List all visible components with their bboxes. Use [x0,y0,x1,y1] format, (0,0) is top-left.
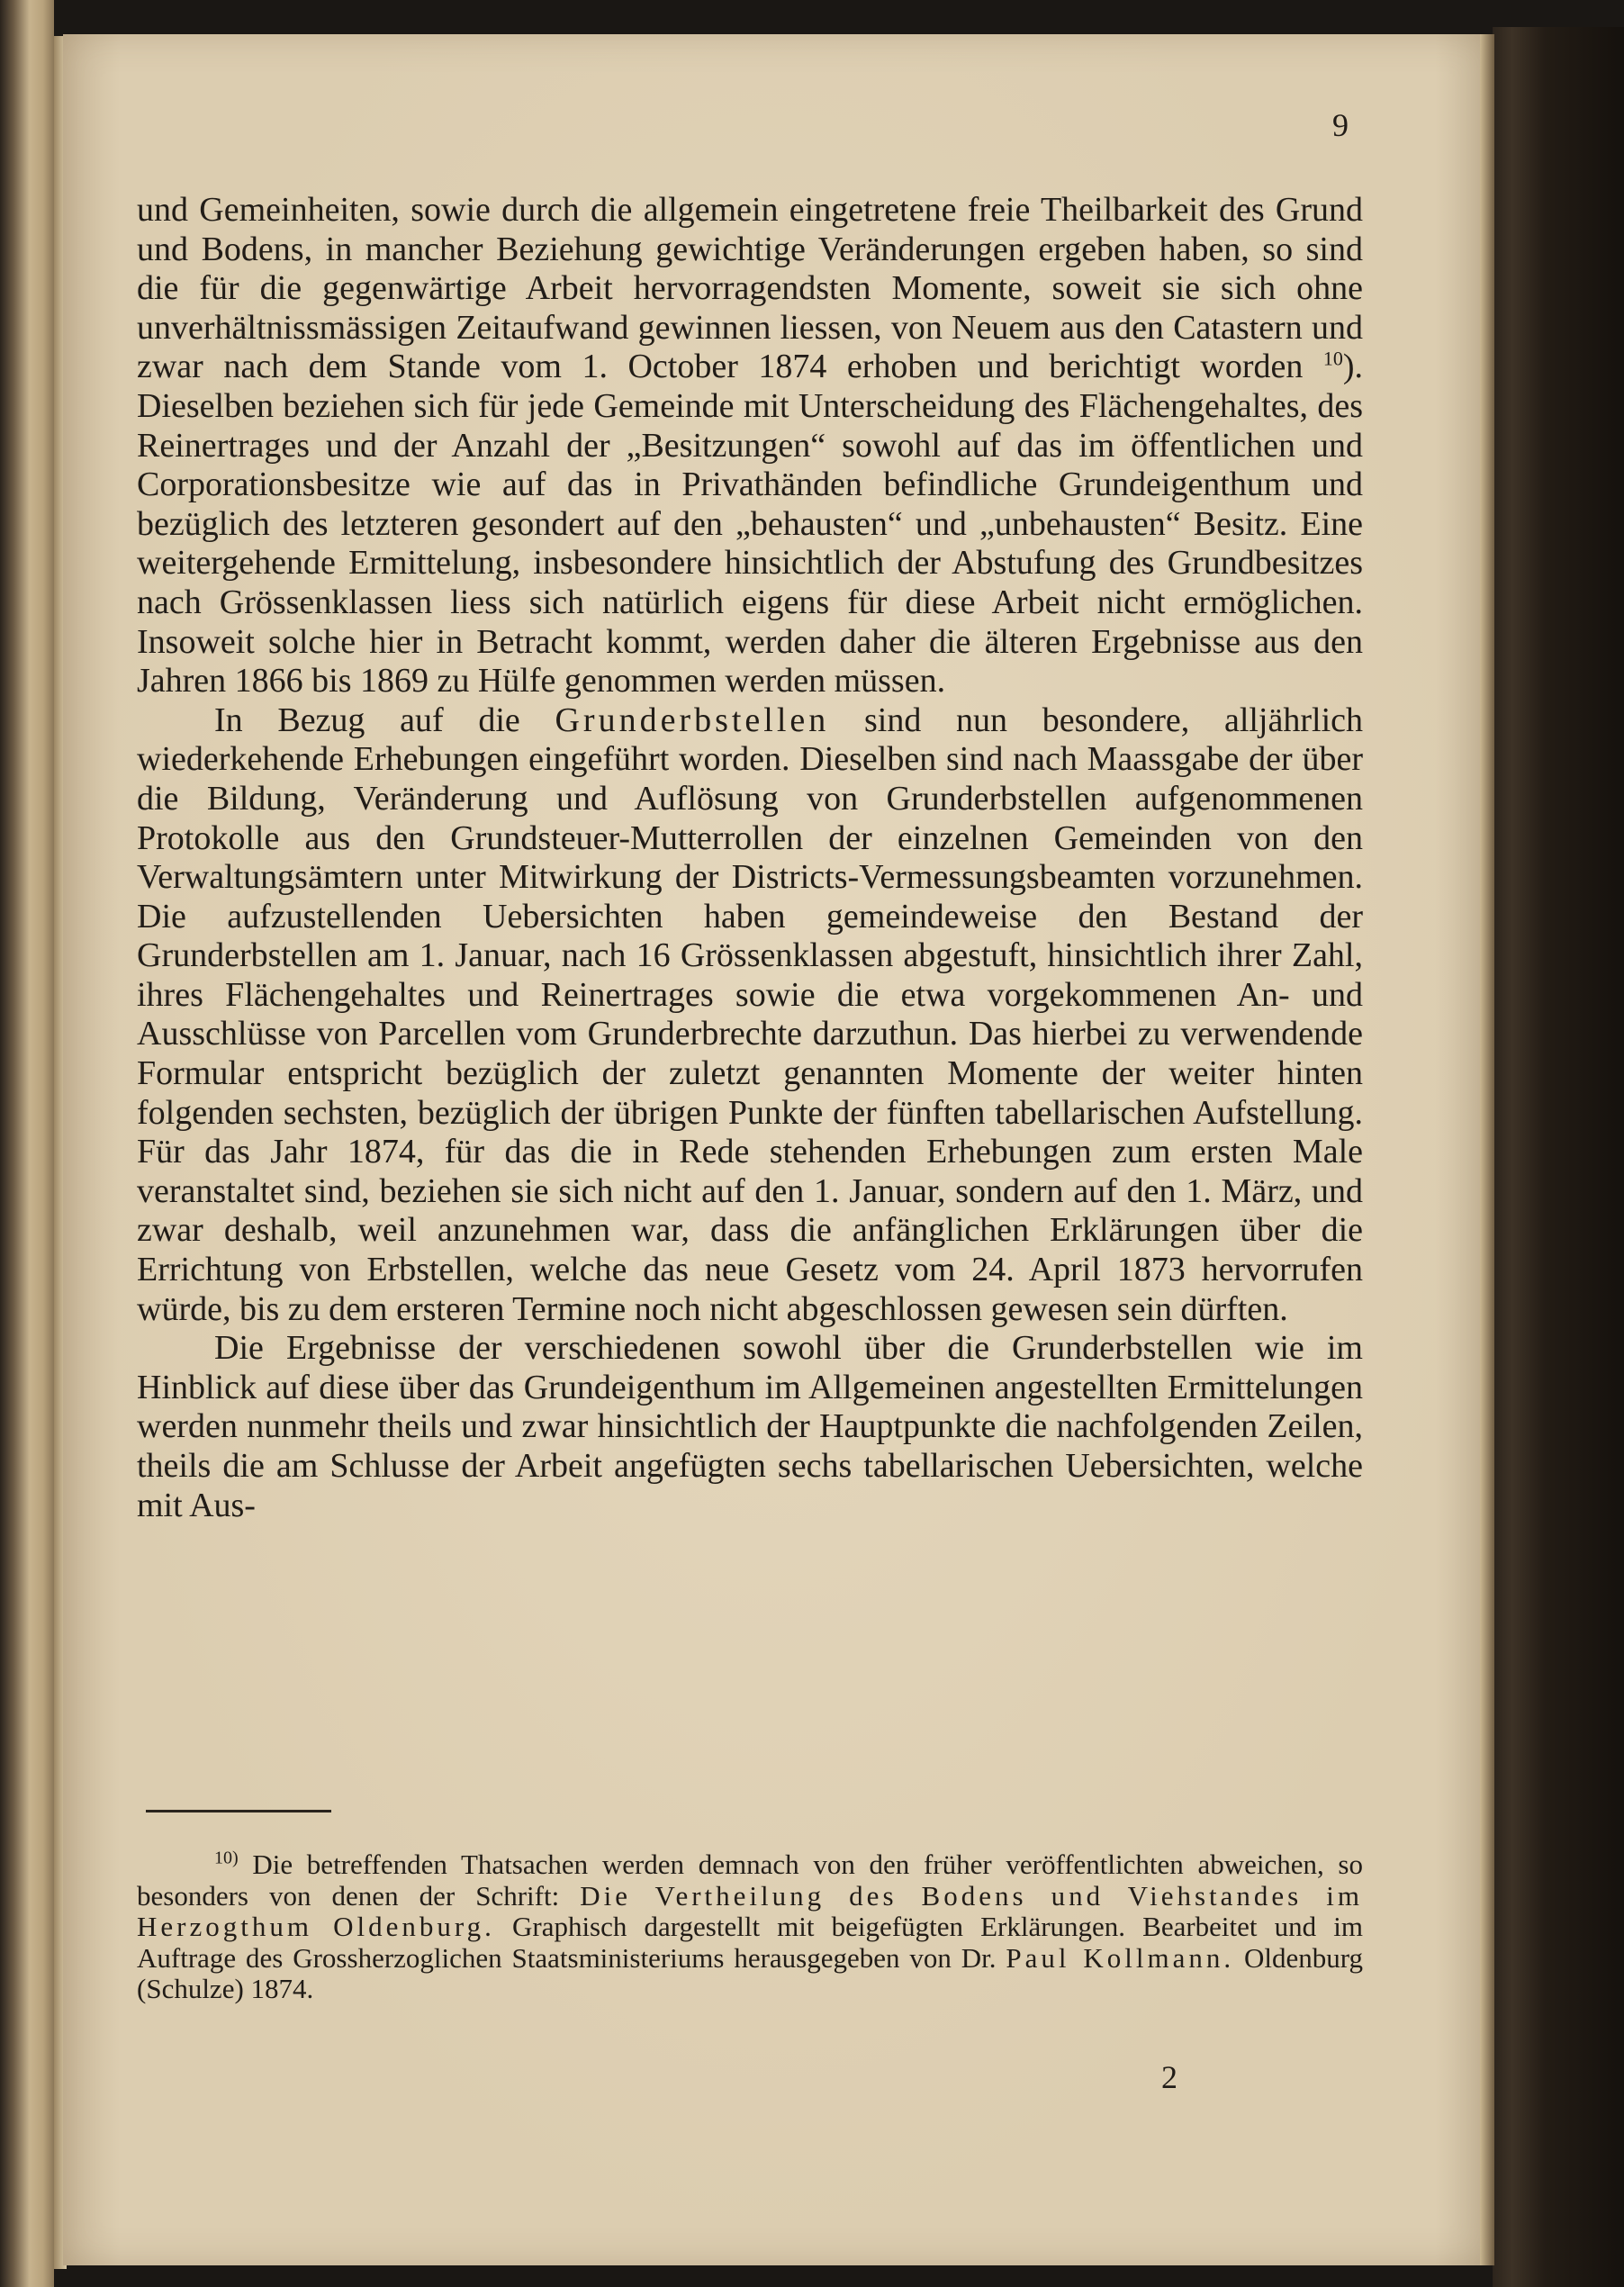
paragraph-2 [137,701,1363,1330]
footnote [137,1849,1363,2005]
page-number: 9 [1332,107,1349,143]
signature-mark: 2 [1161,2059,1177,2095]
text-run: Graphisch dargestellt mit beigefügten Erklärungen. Bearbeitet und im Auftrage des Grossherzoglichen Staatsministeriums herausgegeben von Dr. [137,1911,1363,1974]
text-run: sind nun besondere, alljährlich wiederkehende Erhebungen eingeführt worden. Dieselben sind nach Maassgabe der über die Bildung, Veränderung und Auflösung von Grunderbstellen aufgenommenen Protokolle aus den Grundsteuer-Mutterrollen der einzelnen Gemeinden von den Verwaltungsämtern unter Mitwirkung der Districts-Vermessungsbeamten vorzunehmen. Die aufzustellenden Uebersichten haben gemeindeweise den Bestand der Grunderbstellen am 1. Januar, nach 16 Grössenklassen abgestuft, hinsichtlich ihrer Zahl, ihres Flächengehaltes und Reinertrages sowie die etwa vorgekommenen An- und Ausschlüsse von Parcellen vom Grunderbrechte darzuthun. Das hierbei zu verwendende Formular entspricht bezüglich der zuletzt genannten Momente der weiter hinten folgenden sechsten, bezüglich der übrigen Punkte der fünften tabellarischen Aufstellung. Für das Jahr 1874, für das die in Rede stehenden Erhebungen zum ersten Male veranstaltet sind, beziehen sie sich nicht auf den 1. Januar, sondern auf den 1. März, und zwar deshalb, weil anzunehmen war, dass die anfänglichen Erklärungen über die Errichtung von Erbstellen, welche das neue Gesetz vom 24. April 1873 hervorrufen würde, bis zu dem ersteren Termine noch nicht abgeschlossen gewesen sein dürften. [137,701,1363,1328]
text-run: und Gemeinheiten, sowie durch die allgemein eingetretene freie Theilbarkeit des Grund und Bodens, in mancher Beziehung gewichtige Veränderungen ergeben haben, so sind die für die gegenwärtige Arbeit hervorragendsten Momente, soweit sie sich ohne unverhältnissmässigen Zeitaufwand gewinnen liessen, von Neuem aus den Catastern und zwar nach dem Stande vom 1. October 1874 erhoben und berichtigt worden [137,191,1363,386]
text-run: Die Ergebnisse der verschiedenen sowohl über die Grunderbstellen wie im Hinblick auf diese über das Grundeigenthum im Allgemeinen angestellten Ermittelungen werden nunmehr theils und zwar hinsichtlich der Hauptpunkte die nachfolgenden Zeilen, theils die am Schlusse der Arbeit angefügten sechs tabellarischen Uebersichten, welche mit Aus- [137,1329,1363,1524]
paragraph-1 [137,191,1363,701]
emphasized-term: Grunderbstellen [555,701,830,739]
footnote-separator [146,1810,331,1812]
book-cover-edge [1493,27,1624,2287]
footnote-text [137,1849,1363,2005]
emphasized-title: Die Vertheilung des Bodens und Viehstandes im Herzogthum Oldenburg. [137,1879,1363,1942]
page-right-edge [1480,34,1494,2265]
footnote-marker: 10) [214,1848,239,1868]
emphasized-author: Paul Kollmann. [1006,1941,1235,1974]
text-run: ). Dieselben beziehen sich für jede Gemeinde mit Unterscheidung des Flächengehaltes, des Reinertrages und der Anzahl der „Besitzungen“ sowohl auf das im öffentlichen und Corporationsbesitze wie auf das in Privathänden befindliche Grundeigenthum und bezüglich des letzteren gesondert auf den „behausten“ und „unbehausten“ Besitz. Eine weitergehende Ermittelung, insbesondere hinsichtlich der Abstufung des Grundbesitzes nach Grössenklassen liess sich natürlich eigens für diese Arbeit nicht ermöglichen. Insoweit solche hier in Betracht kommt, werden daher die älteren Ergebnisse aus den Jahren 1866 bis 1869 zu Hülfe genommen werden müssen. [137,348,1363,701]
text-run: In Bezug auf die [214,701,555,739]
book-binding-edge [0,0,54,2287]
footnote-reference: 10 [1322,347,1343,370]
paragraph-3 [137,1329,1363,1525]
text-run: Oldenburg (Schulze) 1874. [137,1941,1363,2004]
body-text [137,191,1363,1525]
text-run: Die betreffenden Thatsachen werden demnach von den früher veröffentlichten abweichen, so besonders von denen der Schrift: [137,1849,1363,1912]
